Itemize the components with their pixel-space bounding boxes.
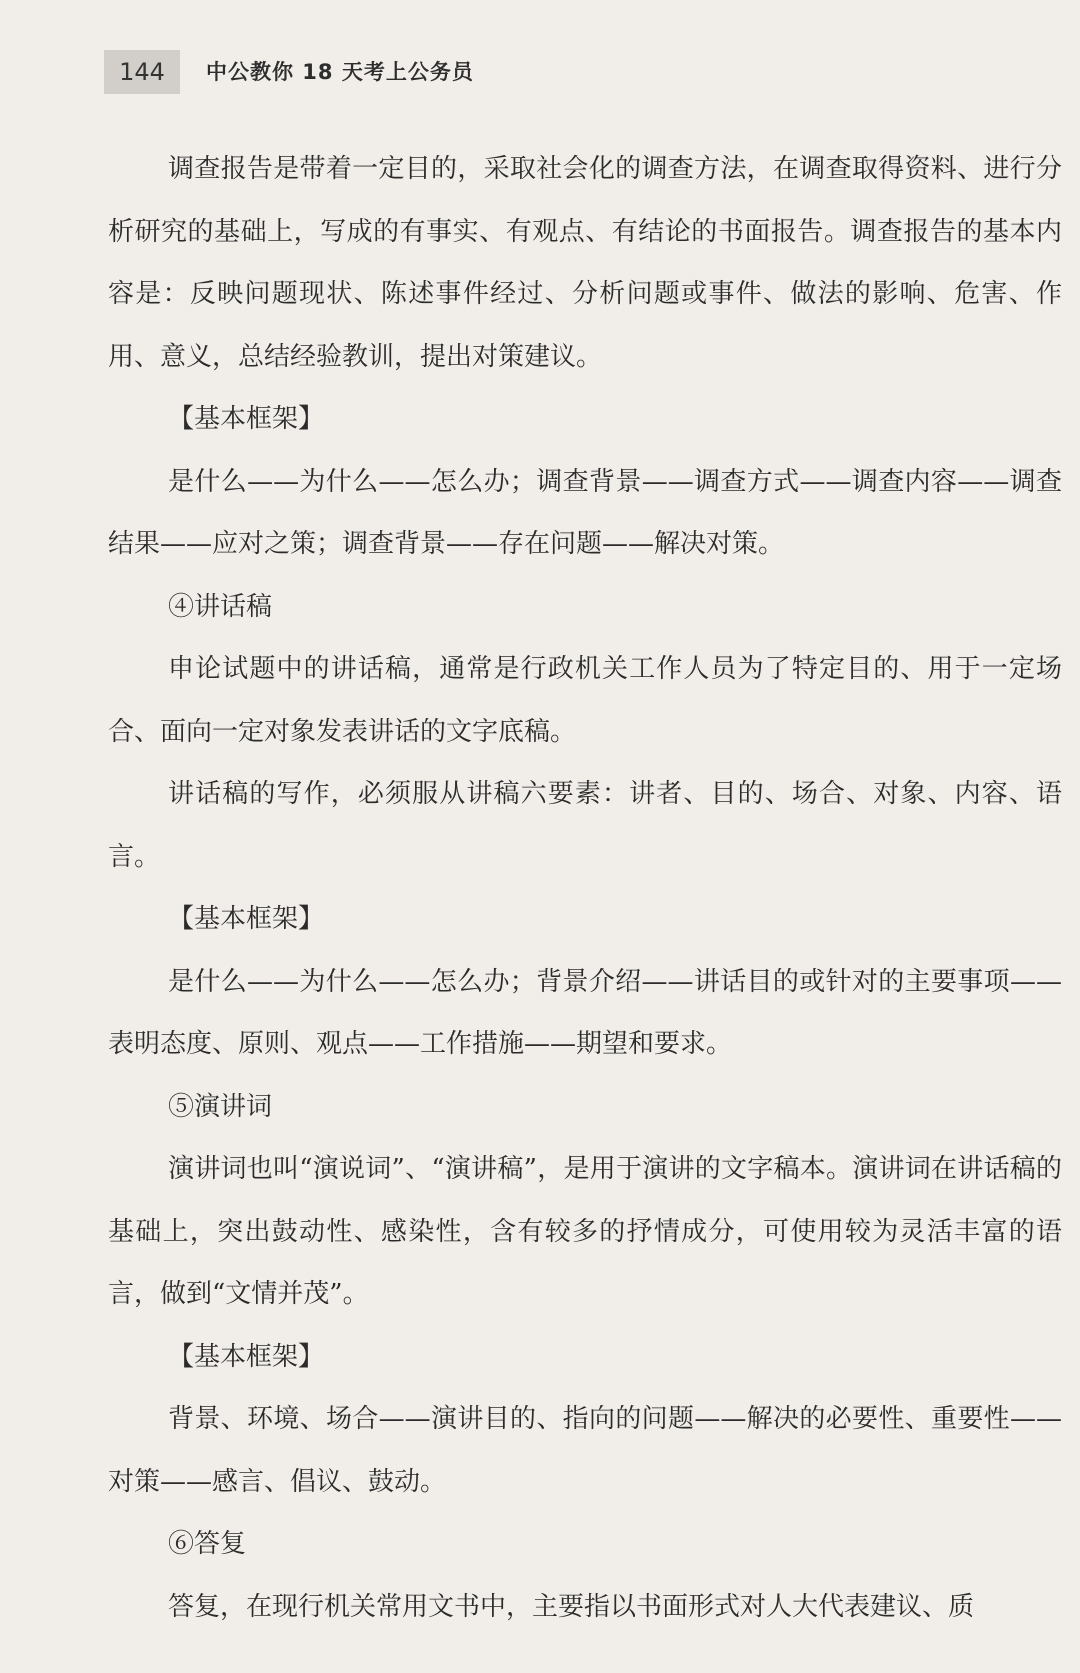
paragraph-speech-text-framework: 背景、环境、场合——演讲目的、指向的问题——解决的必要性、重要性——对策——感言、倡议、鼓动。 [108,1404,1062,1497]
paragraph-speech-draft-framework: 是什么——为什么——怎么办；背景介绍——讲话目的或针对的主要事项——表明态度、原则、观点——工作措施——期望和要求。 [108,966,1062,1059]
heading-basic-framework: 【基本框架】 [168,904,325,934]
paragraph-survey-report-framework: 是什么——为什么——怎么办；调查背景——调查方式——调查内容——调查结果——应对之策；调查背景——存在问题——解决对策。 [108,466,1062,559]
paragraph-speech-text-definition: 演讲词也叫“演说词”、“演讲稿”，是用于演讲的文字稿本。演讲词在讲话稿的基础上，突出鼓动性、感染性，含有较多的抒情成分，可使用较为灵活丰富的语言，做到“文情并茂”。 [108,1154,1062,1309]
book-title: 中公教你 18 天考上公务员 [206,60,474,84]
heading-reply: ⑥答复 [168,1529,247,1559]
paragraph-survey-report-definition: 调查报告是带着一定目的，采取社会化的调查方法，在调查取得资料、进行分析研究的基础上，写成的有事实、有观点、有结论的书面报告。调查报告的基本内容是：反映问题现状、陈述事件经过、分析问题或事件、做法的影响、危害、作用、意义，总结经验教训，提出对策建议。 [108,154,1062,372]
paragraph-speech-draft-elements: 讲话稿的写作，必须服从讲稿六要素：讲者、目的、场合、对象、内容、语言。 [108,779,1062,872]
paragraph-speech-draft-definition: 申论试题中的讲话稿，通常是行政机关工作人员为了特定目的、用于一定场合、面向一定对象发表讲话的文字底稿。 [108,654,1062,747]
paragraph-reply-definition: 答复，在现行机关常用文书中，主要指以书面形式对人大代表建议、质 [168,1591,975,1622]
heading-basic-framework: 【基本框架】 [168,1341,325,1372]
body-text [108,138,1062,1638]
heading-speech-draft: ④讲话稿 [168,591,273,622]
heading-speech-text: ⑤演讲词 [168,1091,273,1122]
heading-basic-framework: 【基本框架】 [168,404,325,434]
page-number: 144 [104,50,180,94]
